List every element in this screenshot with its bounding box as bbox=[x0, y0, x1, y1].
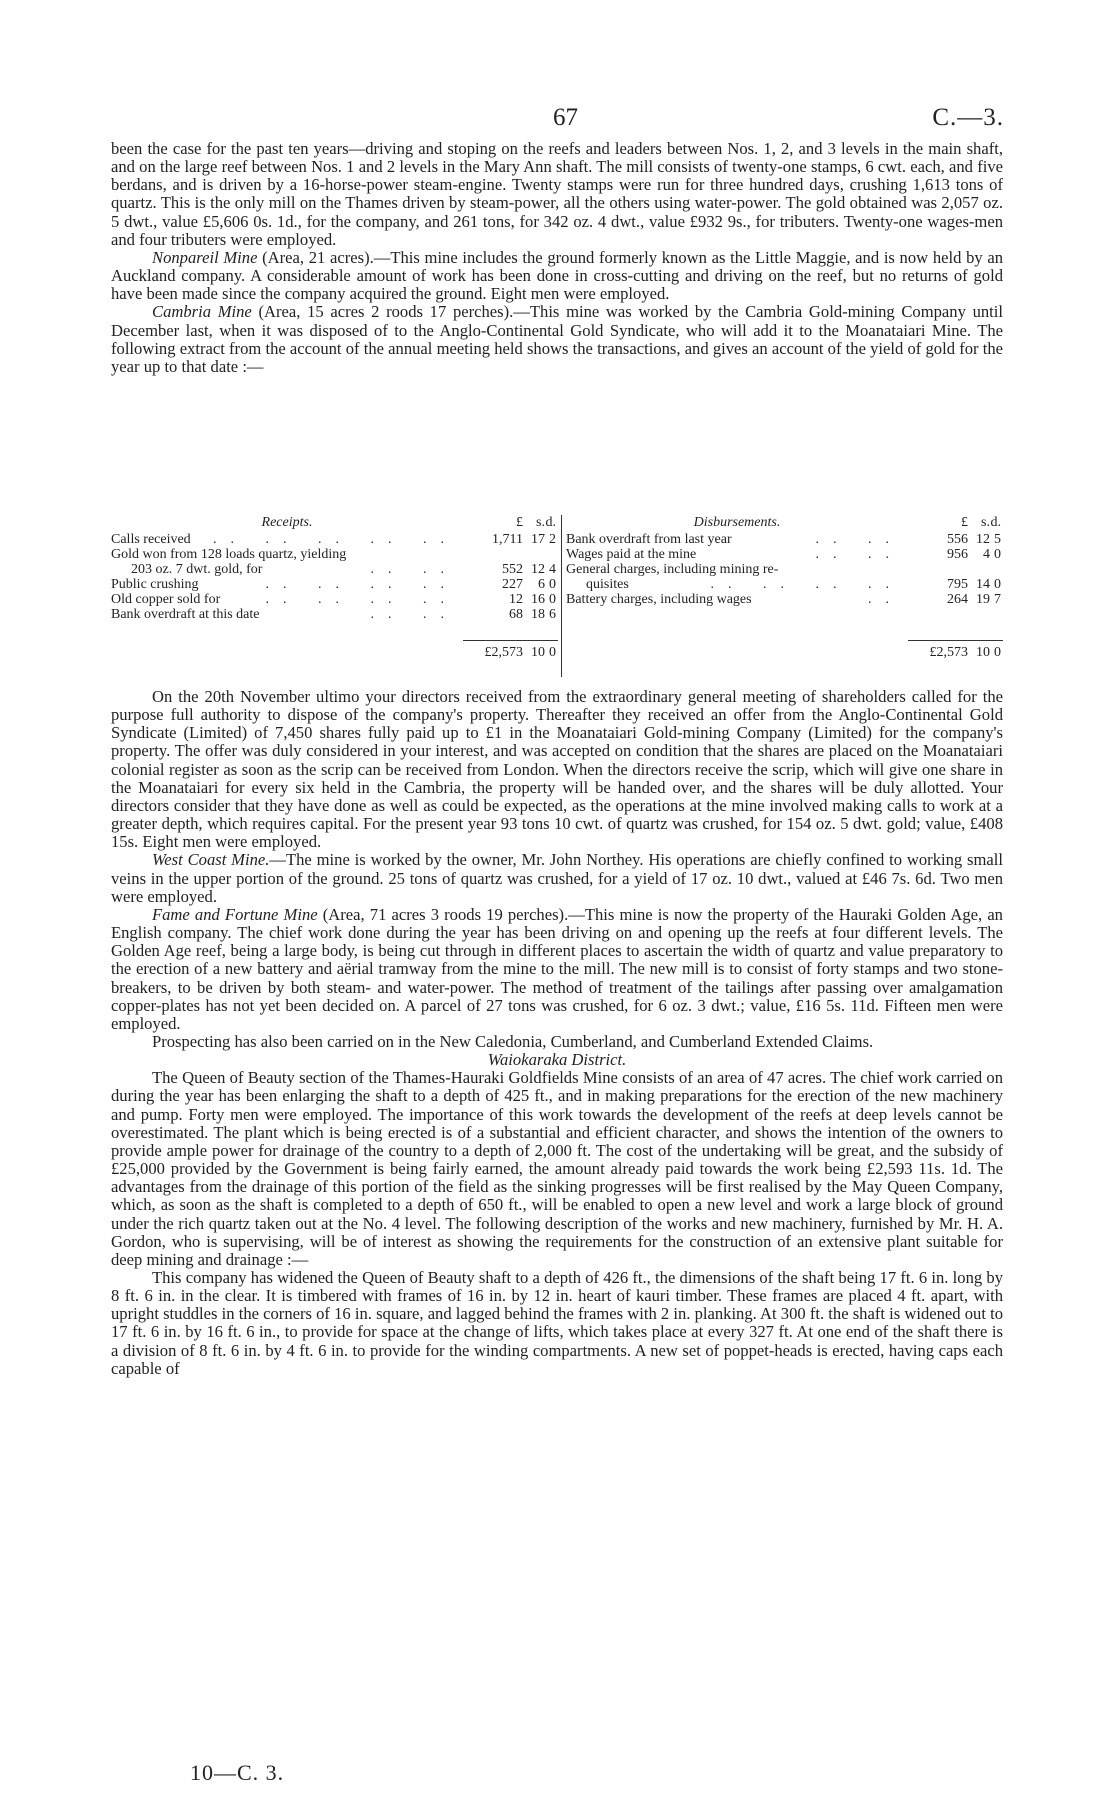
column-divider bbox=[561, 515, 562, 677]
receipts-total-row: £2,573 10 0 bbox=[484, 645, 556, 660]
total-rule bbox=[463, 640, 558, 641]
paragraph-directors: On the 20th November ultimo your directors received from the extraordinary general meeting of shareholders called for the purpose full authority to dispose of the company's property. Thereafter they received an offer from the Anglo-Continental Gold Syndicate (Limited) of 7,450 shares fully paid up to £1 in the Moanataiari Gold-mining Company (Limited) for the company's property. The offer was duly considered in your interest, and was accepted on condition that the shares are placed on the Moanataiari colonial register as soon as the scrip can be received from London. When the directors receive the scrip, which will give one share in the Moanataiari for every six held in the Cambria, the property will be handed over, and the shares will be duly allotted. Your directors consider that they have done as well as could be expected, as the operations at the mine involved making calls to work at a greater depth, which requires capital. For the present year 93 tons 10 cwt. of quartz was crushed, for 154 oz. 5 dwt. gold; value, £408 15s. Eight men were employed. bbox=[111, 687, 1003, 852]
receipt-row: Public crushing .. .. .. .. 227 6 0 bbox=[111, 577, 556, 592]
disbursements-total-row: £2,573 10 0 bbox=[929, 645, 1001, 660]
page-number: 67 bbox=[553, 104, 578, 131]
disbursements-header: Disbursements. £ s. d. bbox=[693, 515, 1001, 530]
receipts-header: Receipts. £ s. d. bbox=[261, 515, 556, 530]
total-rule bbox=[908, 640, 1003, 641]
mine-name: West Coast Mine. bbox=[152, 850, 270, 870]
receipt-row: Bank overdraft at this date .. .. 68 18 6 bbox=[111, 607, 556, 622]
disbursement-row: Bank overdraft from last year .. .. 556 12 5 bbox=[566, 532, 1001, 547]
disbursement-row: quisites .. .. .. .. 795 14 0 bbox=[586, 577, 1001, 592]
receipt-row: 203 oz. 7 dwt. gold, for .. .. 552 12 4 bbox=[131, 562, 556, 577]
receipt-row: Old copper sold for .. .. .. .. 12 16 0 bbox=[111, 592, 556, 607]
text-block-middle bbox=[111, 688, 1003, 1378]
text-block-top bbox=[111, 140, 1003, 376]
accounts-table bbox=[111, 515, 1003, 677]
disbursements-column bbox=[566, 515, 1003, 660]
paragraph-fame-fortune: Fame and Fortune Mine (Area, 71 acres 3 roods 19 perches).—This mine is now the property of the Hauraki Golden Age, an English company. The chief work done during the year has been driving on and opening up the reefs at four different levels. The Golden Age reef, being a large body, is being cut through in different places to ascertain the width of quartz and value preparatory to the erection of a new battery and aërial tramway from the mine to the mill. The new mill is to consist of forty stamps and two stone-breakers, to be driven by both steam- and water-power. The method of treatment of the tailings after passing over amalgamation copper-plates has not yet been decided on. A parcel of 27 tons was crushed, for 6 oz. 3 dwt.; value, £16 5s. 11d. Fifteen men were employed. bbox=[111, 904, 1003, 1033]
receipt-row: Gold won from 128 loads quartz, yielding bbox=[111, 547, 347, 562]
section-heading: Waiokaraka District. bbox=[487, 1050, 627, 1070]
receipt-row: Calls received .. .. .. .. .. 1,711 17 2 bbox=[111, 532, 556, 547]
paragraph-cambria: Cambria Mine (Area, 15 acres 2 roods 17 perches).—This mine was worked by the Cambria Gold-mining Company until December last, when it was disposed of to the Anglo-Continental Gold Syndicate, who will add it to the Moanataiari Mine. The following extract from the account of the annual meeting held shows the transactions, and gives an account of the yield of gold for the year up to that date :— bbox=[111, 302, 1003, 376]
paragraph-west-coast: West Coast Mine.—The mine is worked by the owner, Mr. John Northey. His operations are chiefly confined to working small veins in the upper portion of the ground. 25 tons of quartz was crushed, for a yield of 17 oz. 10 dwt., valued at £46 7s. 6d. Two men were employed. bbox=[111, 850, 1003, 906]
document-reference: C.—3. bbox=[932, 104, 1004, 131]
mine-name: Nonpareil Mine bbox=[152, 247, 258, 267]
disbursement-row: General charges, including mining re- bbox=[566, 562, 779, 577]
paragraph-continued: been the case for the past ten years—driving and stoping on the reefs and leaders between Nos. 1, 2, and 3 levels in the main shaft, and on the large reef between Nos. 1 and 2 levels in the Mary Ann shaft. The mill consists of twenty-one stamps, 6 cwt. each, and five berdans, and is driven by a 16-horse-power steam-engine. Twenty stamps were run for three hundred days, crushing 1,613 tons of quartz. This is the only mill on the Thames driven by steam-power, all the others using water-power. The gold obtained was 2,057 oz. 5 dwt., value £5,606 0s. 1d., for the company, and 261 tons, for 342 oz. 4 dwt., value £932 9s., for tributers. Twenty-one wages-men and four tributers were employed. bbox=[111, 139, 1003, 249]
mine-name: Fame and Fortune Mine bbox=[152, 904, 318, 924]
paragraph-shaft: This company has widened the Queen of Beauty shaft to a depth of 426 ft., the dimensions of the shaft being 17 ft. 6 in. long by 8 ft. 6 in. in the clear. It is timbered with frames of 16 in. by 12 in. heart of kauri timber. These frames are placed 4 ft. apart, with upright studdles in the corners of 16 in. square, and lagged behind the frames with 2 in. planking. At 300 ft. the shaft is widened out to 17 ft. 6 in. by 16 ft. 6 in., to provide for space at the change of lifts, which takes place at every 327 ft. At one end of the shaft there is a division of 8 ft. 6 in. by 4 ft. 6 in. to provide for the winding compartments. A new set of poppet-heads is erected, having caps each capable of bbox=[111, 1268, 1003, 1378]
signature-mark: 10—C. 3. bbox=[190, 1760, 285, 1785]
paragraph-queen-of-beauty: The Queen of Beauty section of the Thames-Hauraki Goldfields Mine consists of an area of 47 acres. The chief work carried on during the year has been enlarging the shaft to a depth of 425 ft., and in making preparations for the erection of the new machinery and pump. Forty men were employed. The importance of this work towards the development of the reefs at deep levels cannot be overestimated. The plant which is being erected is of a substantial and efficient character, and shows the intention of the owners to provide ample power for drainage of the country to a depth of 2,000 ft. The cost of the undertaking will be great, and the subsidy of £25,000 provided by the Government is being fairly earned, the amount already paid towards the work being £2,593 11s. 1d. The advantages from the drainage of this portion of the field as the sinking progresses will be first realised by the May Queen Company, which, as soon as the shaft is completed to a depth of 650 ft., will be enabled to open a new level and work a large block of ground under the rich quartz taken out at the No. 4 level. The following description of the works and new machinery, furnished by Mr. H. A. Gordon, who is supervising, will be of interest as showing the requirements for the construction of an extensive plant suitable for deep mining and drainage :— bbox=[111, 1068, 1003, 1269]
paragraph-prospecting: Prospecting has also been carried on in the New Caledonia, Cumberland, and Cumberland Extended Claims. bbox=[152, 1031, 874, 1051]
disbursement-row: Wages paid at the mine .. .. 956 4 0 bbox=[566, 547, 1001, 562]
mine-name: Cambria Mine bbox=[152, 302, 252, 322]
receipts-column bbox=[111, 515, 558, 660]
paragraph-nonpareil: Nonpareil Mine (Area, 21 acres).—This mine includes the ground formerly known as the Little Maggie, and is now held by an Auckland company. A considerable amount of work has been done in cross-cutting and driving on the reef, but no returns of gold have been made since the company acquired the ground. Eight men were employed. bbox=[111, 247, 1003, 304]
disbursement-row: Battery charges, including wages .. 264 19 7 bbox=[566, 592, 1001, 607]
